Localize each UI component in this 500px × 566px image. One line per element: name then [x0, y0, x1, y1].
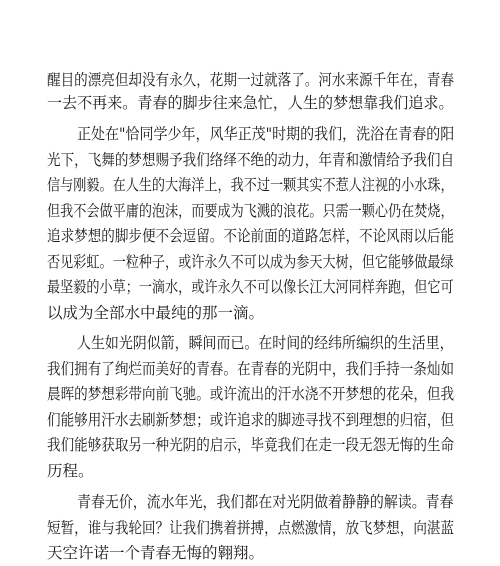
text-line: 以成为全部水中最纯的那一滴。 [47, 304, 265, 322]
text-line: 一去不再来。青春的脚步往来急忙，人生的梦想靠我们追求。 [47, 94, 454, 112]
text-line: 但我不会做平庸的泡沫，而要成为飞溅的浪花。只需一颗心仍在焚烧， [47, 202, 454, 220]
text-line: 醒目的漂亮但却没有永久，花期一过就落了。河水来源千年在，青春 [47, 71, 455, 89]
text-line: 否见彩虹。一粒种子，或许永久不可以成为参天大树，但它能够做最绿 [47, 253, 454, 271]
text-line: 正处在"恰同学少年，风华正茂"时期的我们，洗浴在青春的阳 [77, 125, 455, 143]
text-line: 青春无价，流水年光，我们都在对光阴做着静静的解读。青春 [77, 493, 454, 511]
text-line: 我们能够获取另一种光阴的启示，毕竟我们在走一段无怨无悔的生命 [47, 436, 455, 454]
text-line: 们能够用汗水去刷新梦想；或许追求的脚迹寻找不到理想的归宿，但 [47, 411, 455, 429]
text-line: 历程。 [47, 462, 94, 480]
text-line: 天空许诺一个青春无悔的翱翔。 [47, 544, 265, 562]
text-line: 光下，飞舞的梦想赐予我们络绎不绝的动力，年青和激情给予我们自 [47, 151, 455, 169]
text-line: 晨晖的梦想彩带向前飞驰。或许流出的汗水浇不开梦想的花朵，但我 [47, 385, 455, 403]
text-line: 人生如光阴似箭，瞬间而已。在时间的经纬所编织的生活里， [77, 334, 454, 352]
text-line: 我们拥有了绚烂而美好的青春。在青春的光阴中，我们手持一条灿如 [47, 360, 455, 378]
text-line: 最坚毅的小草；一滴水，或许永久不可以像长江大河同样奔跑，但它可 [47, 278, 454, 296]
text-line: 追求梦想的脚步便不会逗留。不论前面的道路怎样，不论风雨以后能 [47, 227, 455, 245]
text-line: 短暂，谁与我轮回？让我们携着拼搏，点燃激情，放飞梦想，向湛蓝 [47, 519, 455, 537]
text-line: 信与刚毅。在人生的大海洋上，我不过一颗其实不惹人注视的小水珠， [47, 176, 454, 194]
